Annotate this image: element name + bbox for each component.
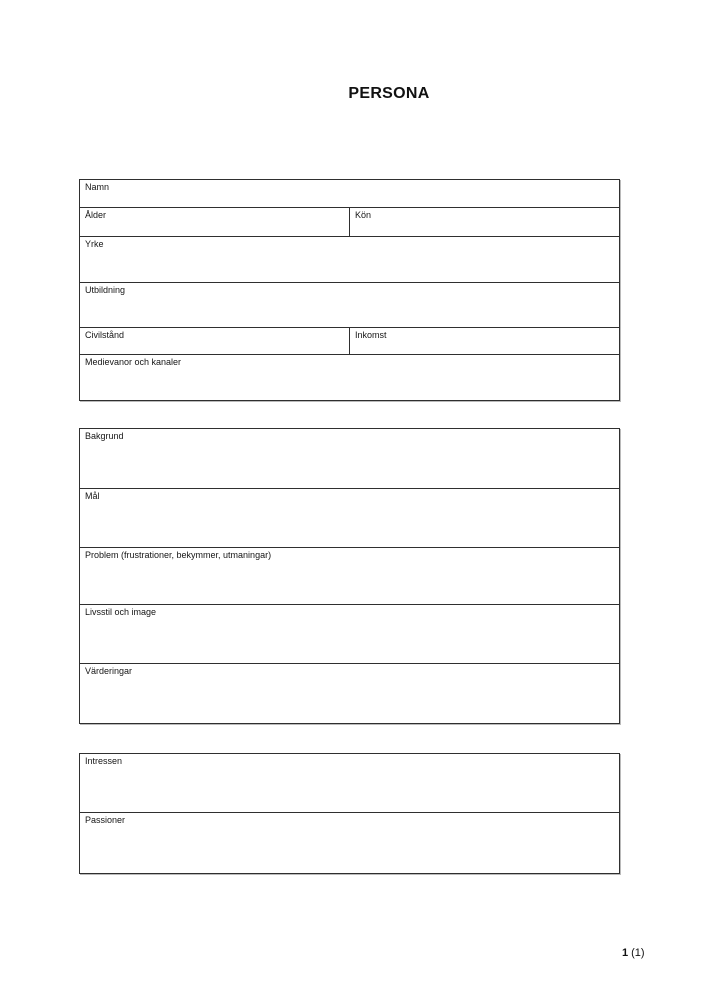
field-mal[interactable]	[80, 489, 619, 547]
table-row	[80, 813, 619, 873]
table-row	[80, 548, 619, 605]
field-kon-label: Kön	[355, 210, 372, 220]
field-yrke-label: Yrke	[85, 239, 104, 249]
field-intressen[interactable]	[80, 754, 619, 812]
table-row	[80, 283, 619, 328]
field-problem[interactable]	[80, 548, 619, 604]
field-varderingar[interactable]	[80, 664, 619, 723]
field-alder[interactable]	[80, 208, 350, 236]
field-utbildning[interactable]	[80, 283, 619, 327]
table-row	[80, 355, 619, 400]
table-row	[80, 754, 619, 813]
interests-table	[79, 753, 620, 874]
table-row	[80, 664, 619, 723]
field-varderingar-label: Värderingar	[85, 666, 133, 676]
field-passioner-label: Passioner	[85, 815, 126, 825]
field-bakgrund[interactable]	[80, 429, 619, 488]
field-civilstand[interactable]	[80, 328, 350, 354]
field-mal-label: Mål	[85, 491, 100, 501]
field-bakgrund-label: Bakgrund	[85, 431, 124, 441]
field-passioner[interactable]	[80, 813, 619, 873]
table-row	[80, 429, 619, 489]
table-row	[80, 237, 619, 283]
field-medievanor-label: Medievanor och kanaler	[85, 357, 182, 367]
field-alder-label: Ålder	[85, 210, 107, 220]
page-number-current: 1	[622, 947, 629, 959]
field-inkomst[interactable]	[350, 328, 619, 354]
field-yrke[interactable]	[80, 237, 619, 282]
page-title: PERSONA	[348, 85, 430, 102]
table-row	[80, 489, 619, 548]
field-utbildning-label: Utbildning	[85, 285, 126, 295]
field-livsstil-label: Livsstil och image	[85, 607, 157, 617]
field-kon[interactable]	[350, 208, 619, 236]
field-civilstand-label: Civilstånd	[85, 330, 125, 340]
field-inkomst-label: Inkomst	[355, 330, 387, 340]
field-livsstil[interactable]	[80, 605, 619, 663]
table-row	[80, 208, 619, 237]
table-row	[80, 328, 619, 355]
field-namn-label: Namn	[85, 182, 110, 192]
field-problem-label: Problem (frustrationer, bekymmer, utmaningar)	[85, 550, 272, 560]
field-medievanor[interactable]	[80, 355, 619, 400]
page-number	[622, 947, 645, 960]
profile-table	[79, 428, 620, 724]
field-namn[interactable]	[80, 180, 619, 207]
field-intressen-label: Intressen	[85, 756, 123, 766]
table-row	[80, 180, 619, 208]
demographics-table	[79, 179, 620, 401]
table-row	[80, 605, 619, 664]
page-number-total: (1)	[631, 947, 645, 959]
